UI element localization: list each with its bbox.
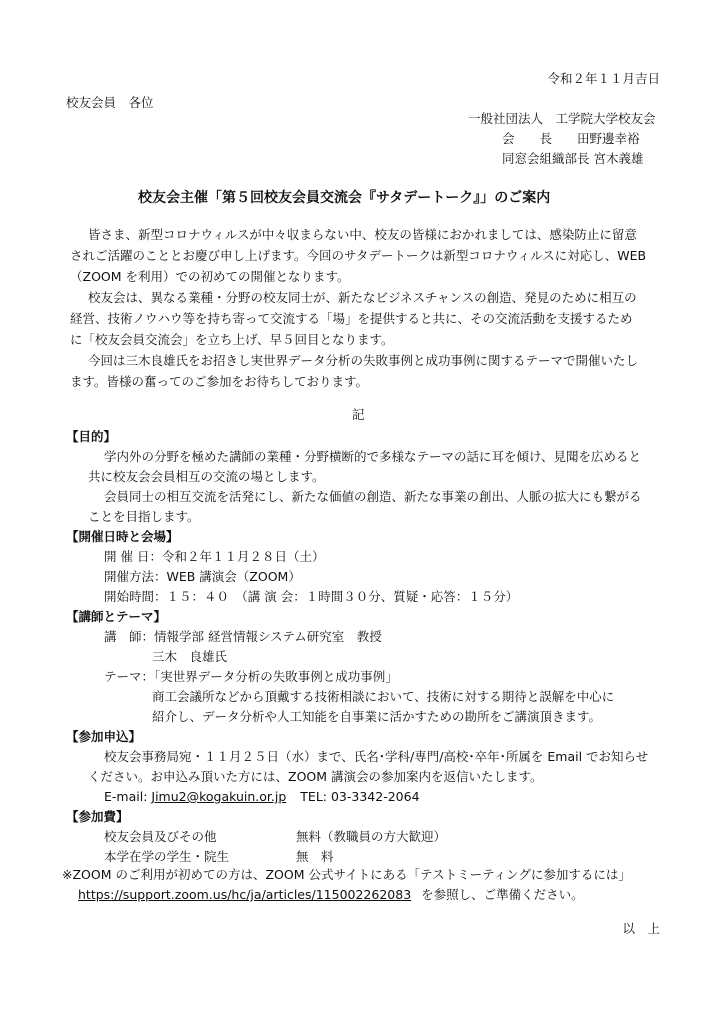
intro-line: （ZOOM を利用）での初めての開催となります。 xyxy=(70,269,350,284)
zoom-note-suffix: を参照し、ご準備ください。 xyxy=(421,887,584,902)
fee-row-who: 本学在学の学生・院生 xyxy=(104,849,230,864)
schedule-method: 開催方法：WEB 講演会（ZOOM） xyxy=(104,569,301,584)
zoom-support-link[interactable]: https://support.zoom.us/hc/ja/articles/115002262083 xyxy=(78,887,412,902)
email-link[interactable]: Jimu2@kogakuin.or.jp xyxy=(151,789,287,804)
phone-number: TEL: 03-3342-2064 xyxy=(300,789,420,804)
fee-row-who: 校友会員及びその他 xyxy=(104,829,217,844)
application-line: 校友会事務局宛・１１月２５日（水）まで、氏名･学科/専門/高校･卒年･所属を Email でお知らせ xyxy=(104,749,649,764)
section-heading-purpose: 【目的】 xyxy=(66,429,117,444)
document-date: 令和２年１１月吉日 xyxy=(547,71,660,86)
schedule-time: 開始時間：１５：４０ （講 演 会：１時間３０分、質疑・応答：１５分） xyxy=(104,589,519,604)
purpose-line: ことを目指します。 xyxy=(88,509,200,524)
contact-line xyxy=(104,788,420,805)
email-label: E-mail: xyxy=(104,789,148,804)
intro-line: 皆さま、新型コロナウィルスが中々収まらない中、校友の皆様におかれましては、感染防止に留意 xyxy=(88,227,637,242)
fee-row-amount: 無料（教職員の方大歓迎） xyxy=(296,829,447,844)
page-title: 校友会主催「第５回校友会員交流会『サタデートーク』」のご案内 xyxy=(138,190,551,206)
lecture-description: 商工会議所などから頂戴する技術相談において、技術に対する期待と誤解を中心に xyxy=(152,689,615,704)
purpose-line: 共に校友会会員相互の交流の場とします。 xyxy=(88,469,325,484)
intro-line: ます。皆様の奮ってのご参加をお待ちしております。 xyxy=(70,374,369,389)
zoom-note: ※ZOOM のご利用が初めての方は、ZOOM 公式サイトにある「テストミーティングに参加するには」 xyxy=(62,867,631,882)
intro-line: 今回は三木良雄氏をお招きし実世界データ分析の失敗事例と成功事例に関するテーマで開催いたし xyxy=(88,353,639,368)
intro-line: されご活躍のこととお慶び申し上げます。今回のサタデートークは新型コロナウィルスに対応し、WEB xyxy=(70,248,647,263)
purpose-line: 会員同士の相互交流を活発にし、新たな価値の創造、新たな事業の創出、人脈の拡大にも繋がる xyxy=(104,489,642,504)
sender-president: 会 長 田野邊幸裕 xyxy=(502,131,640,146)
lecturer-name: 三木 良雄氏 xyxy=(152,649,228,664)
lecture-theme: テーマ：「実世界データ分析の失敗事例と成功事例」 xyxy=(104,669,398,684)
zoom-note-link-line xyxy=(78,886,584,903)
intro-line: 校友会は、異なる業種・分野の校友同士が、新たなビジネスチャンスの創造、発見のために相互の xyxy=(88,290,637,305)
section-heading-lecturer: 【講師とテーマ】 xyxy=(66,609,167,624)
lecture-description: 紹介し、データ分析や人工知能を自事業に活かすための勘所をご講演頂きます。 xyxy=(152,709,602,724)
sender-organization: 一般社団法人 工学院大学校友会 xyxy=(468,111,656,126)
sender-department-head: 同窓会組織部長 宮木義雄 xyxy=(502,151,644,166)
closing-mark: 以 上 xyxy=(622,921,660,936)
intro-line: 経営、技術ノウハウ等を持ち寄って交流する「場」を提供すると共に、その交流活動を支援するため xyxy=(70,311,633,326)
application-line: ください。お申込み頂いた方には、ZOOM 講演会の参加案内を返信いたします。 xyxy=(88,769,543,784)
fee-row-amount: 無 料 xyxy=(296,849,334,864)
section-heading-application: 【参加申込】 xyxy=(66,729,142,744)
intro-line: に「校友会員交流会」を立ち上げ、早５回目となります。 xyxy=(70,332,394,347)
section-heading-fee: 【参加費】 xyxy=(66,809,129,824)
lecturer-affiliation: 講 師：情報学部 経営情報システム研究室 教授 xyxy=(104,629,382,644)
addressee: 校友会員 各位 xyxy=(66,95,154,110)
ki-marker: 記 xyxy=(352,407,365,422)
section-heading-schedule: 【開催日時と会場】 xyxy=(66,529,179,544)
schedule-date: 開 催 日：令和２年１１月２８日（土） xyxy=(104,549,325,564)
purpose-line: 学内外の分野を極めた講師の業種・分野横断的で多様なテーマの話に耳を傾け、見聞を広めると xyxy=(104,449,642,464)
